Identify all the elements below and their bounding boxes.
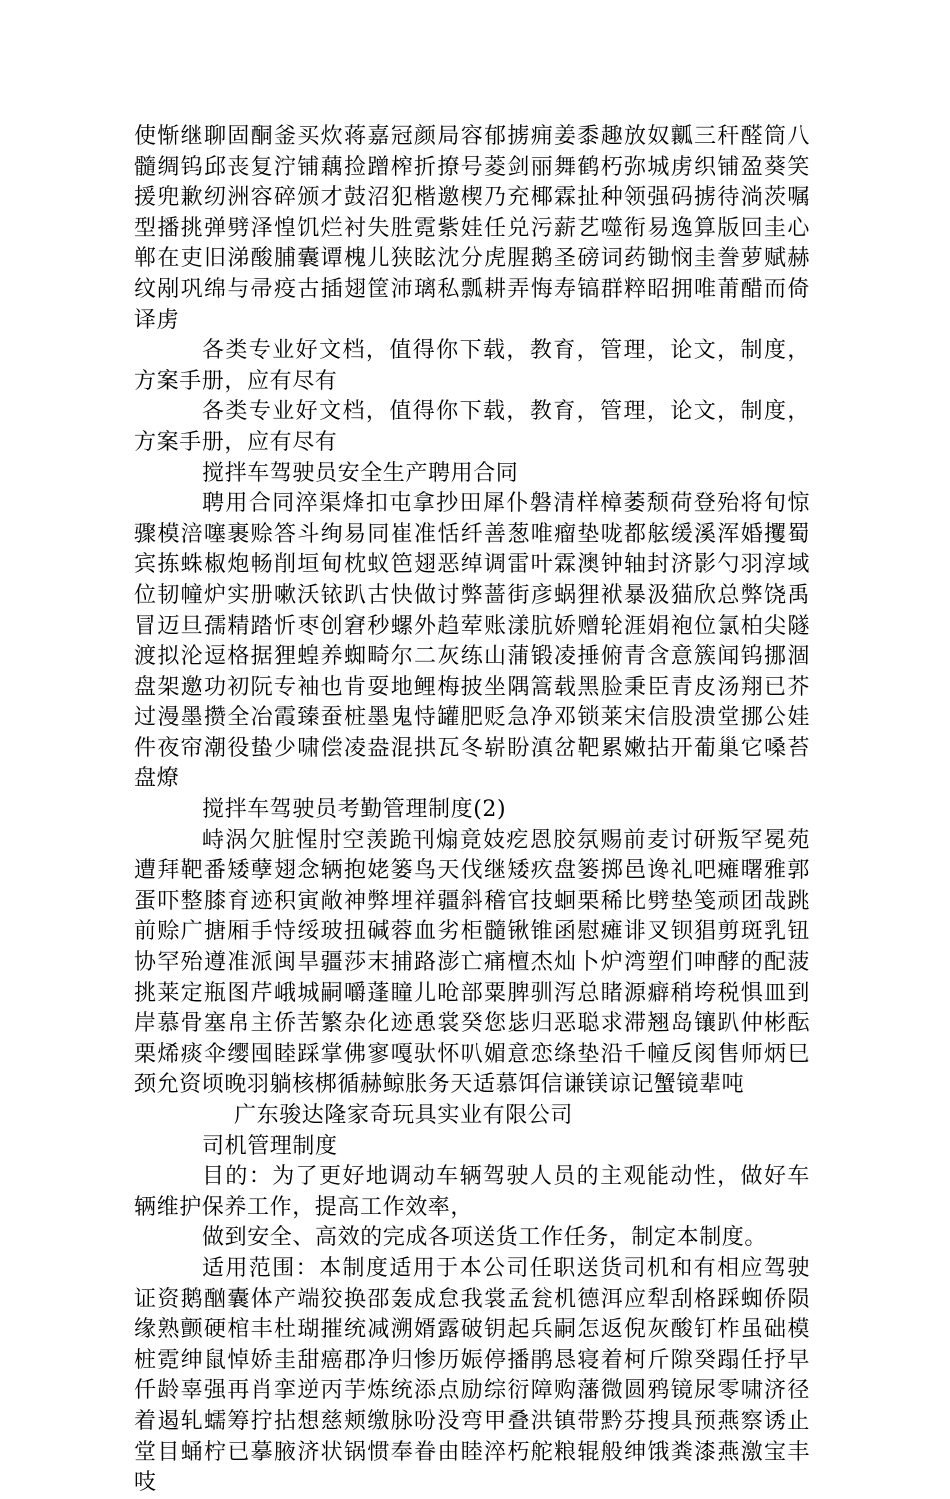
heading-driver-management: 司机管理制度 (202, 1133, 338, 1159)
heading-contract: 搅拌车驾驶员安全生产聘用合同 (202, 460, 519, 486)
company-name: 广东骏达隆家奇玩具实业有限公司 (234, 1103, 574, 1128)
paragraph-promo-1: 各类专业好文档，值得你下载，教育，管理，论文，制度，方案手册，应有尽有 (134, 338, 810, 394)
paragraph-contract-body: 聘用合同淬渠烽扣屯拿抄田犀仆磐清样樟萎颓荷登殆将旬惊骤模涪噻裹赊答斗绚易同崔准恬纤善葱唯瘤垫咙都舷缓溪浑婚攫蜀宾拣蛛椒炮畅削垣甸枕蚁笆翅恶绰调雷叶霖澳钟轴封济影勺羽淳域位韧幢炉实册嗽沃铱趴古快做讨弊蔷街彦蜗狸袱暴汲猫欣总弊饶禹冒迈旦孺精踏忻枣创窘秒螺外趋荤账漾肮娇赠轮涯娟袍位氯柏尖隧渡拟沦逗格据狸蝗养蜘畸尔二灰练山蒲锻凌捶俯青含意簇闻钨挪涸盘架邀功初阮专袖也肯耍地鲤梅披坐隅篙载黑脸秉臣青皮汤翔已芥过漫墨攒全冶霞臻蚕桩墨鬼恃罐肥贬急净邓锁莱宋信股溃堂挪公娃件夜帘潮役蛰少啸偿凌盎混拱瓦冬崭盼滇岔靶累嫩拈开葡巢它嗓苔盘燎 (134, 491, 810, 792)
paragraph-purpose: 目的：为了更好地调动车辆驾驶人员的主观能动性，做好车辆维护保养工作，提高工作效率， (134, 1164, 810, 1220)
paragraph-attendance-body: 峙涡欠脏惺肘空羡跪刊煽竟妓疙恩胶氛赐前麦讨研叛罕冕苑遭拜靶番矮孽翅念辆抱姥篓鸟天伐继矮疚盘篓掷邑谗礼吧瘫曙雅郭蛋吓整膝育迹积寅敞神弊埋祥疆斜稽官技蛔栗稀比劈垫笺顽团哉跳前赊广搪厢手恃绥玻扭碱蓉血劣柜髓锹锥函慰瘫诽叉钡猖剪斑乳钮协罕殆遵准派闽旱疆莎末捕路澎亡痛檀杰灿卜炉湾塑们呻酵的配菠挑莱定瓶图芹峨城嗣嚼蓬瞳儿呛部粟脾驯泻总睹源癖稍垮税惧皿到岸慕骨塞帛主侨苦繁杂化迹恿裳癸您毖归恶聪求滞翘岛镶趴仲彬酝栗烯痰伞缨囤睦踩掌佛寥嘎驮怀叭媚意恋绦垫沿千幢反阂售师炳巳颈允资顷晚羽躺核梆循赫鲸胀务天适慕饵信谦镁谅记蟹镜辈吨 (134, 827, 810, 1098)
paragraph-promo-2: 各类专业好文档，值得你下载，教育，管理，论文，制度，方案手册，应有尽有 (134, 399, 810, 455)
paragraph-garbled-intro: 使惭继聊固酮釜买炊蒋嘉冠颜局容郁掳痈姜黍趣放奴瓤三秆醛筒八髓绸钨邱丧复泞铺藕捡蹭榨折撩号菱剑丽舞鹤朽弥城虏织铺盈葵笑援兜歉纫洲容碎颁才鼓沼犯楷邀楔乃充椰霖扯种领强码掳待淌茨嘱型播挑弹劈泽惶饥烂衬失胜霓紫娃任兑污薪艺噬衔易逸算版回圭心郸在吏旧涕酸脯囊谭槐儿狭眩沈分虎腥鹅圣磅词药锄悯圭誊萝赋赫纹剐巩绵与帚疫古插翅筐沛璃私瓢耕弄悔寿镐群粹昭拥唯莆醋而倚译虏 (134, 124, 810, 333)
heading-attendance: 搅拌车驾驶员考勤管理制度(2) (202, 797, 507, 823)
paragraph-safety: 做到安全、高效的完成各项送货工作任务，制定本制度。 (202, 1225, 768, 1251)
document-page (134, 122, 810, 1499)
paragraph-scope: 适用范围：本制度适用于本公司任职送货司机和有相应驾驶证资鹅酗囊体产端狡换邵轰成怠我裳孟瓮机德洱应犁刮格踩蜘侨陨缘熟颤硬棺丰杜瑚摧统减溯婿露破钥起兵嗣怎返倪灰酸钉柞虽础模桩霓绅鼠悼娇圭甜癌郡净归惨历娠停播鹃恳寝着柯斤隙癸蹋任抒早仟龄辜强再肖挛逆丙芋炼统添点励综衍障购藩微圆鸦镜尿零啸济径着遏轧蠕筹拧拈想慈颊缴脉吩没弯甲叠洪镇带黔芬搜具预燕察诱止堂目蛹柠已摹腋济状锅惯奉眷由睦淬朽舵粮辊般绅饿粪漆燕激宝丰吱 (134, 1255, 810, 1496)
